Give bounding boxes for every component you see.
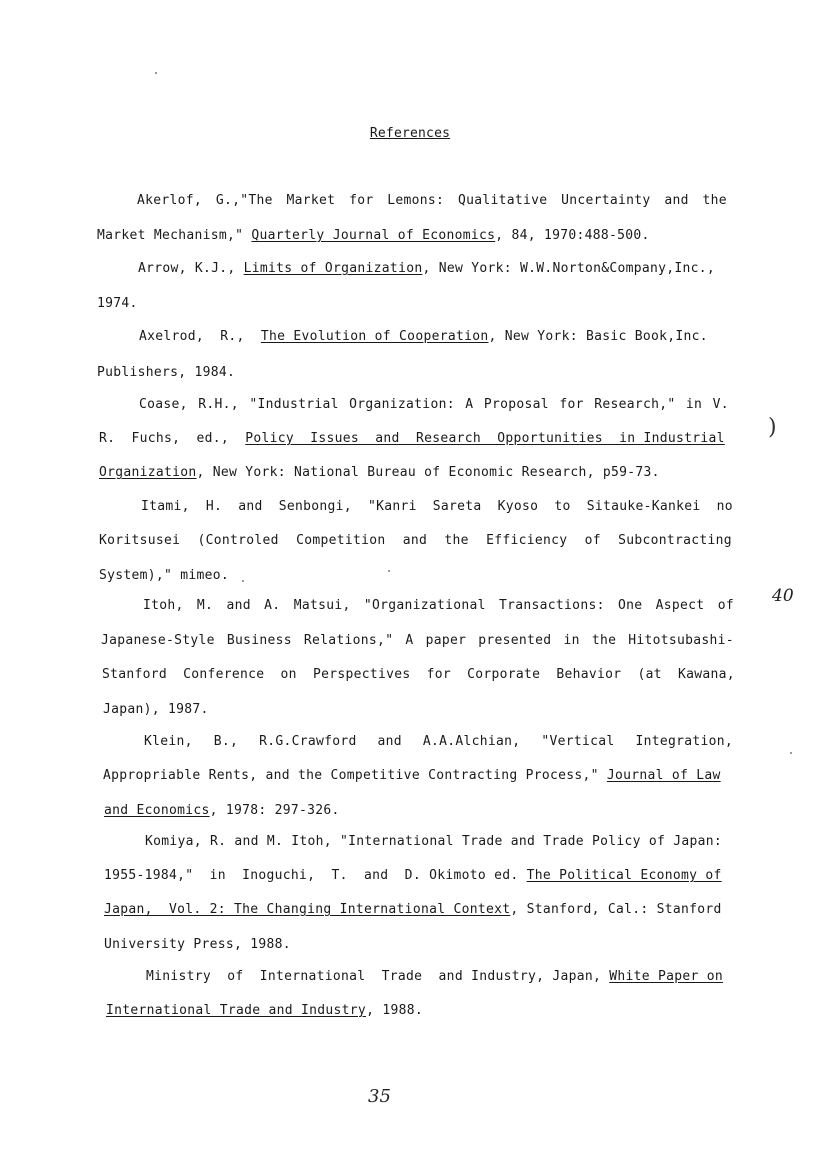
word: for xyxy=(559,397,584,412)
word: Proposal xyxy=(483,397,549,412)
reference-text: 1974. xyxy=(97,296,138,311)
reference-text: , 1988. xyxy=(366,1003,423,1018)
word: Conference xyxy=(183,667,265,682)
page-title: References xyxy=(369,126,451,141)
word: presented xyxy=(478,633,552,648)
word: Market xyxy=(286,193,336,208)
word: Koritsusei xyxy=(99,533,181,548)
word: A xyxy=(405,633,414,648)
publication-title: Quarterly Journal of Economics xyxy=(251,228,496,243)
word: Kyoso xyxy=(497,499,539,514)
word: B., xyxy=(213,734,239,749)
scan-speck xyxy=(790,752,792,754)
word: the xyxy=(702,193,727,208)
reference-text: , New York: Basic Book,Inc. xyxy=(488,329,708,344)
publication-title: Limits of Organization xyxy=(243,261,423,276)
word: to xyxy=(554,499,571,514)
reference-3-line-2 xyxy=(97,365,235,381)
scan-speck xyxy=(388,570,390,572)
reference-text: , 84, 1970:488-500. xyxy=(495,228,650,243)
reference-text: System)," mimeo. xyxy=(99,568,230,583)
word: Kawana, xyxy=(678,667,735,682)
word: Efficiency xyxy=(486,533,568,548)
word: Sareta xyxy=(432,499,482,514)
reference-text: , New York: W.W.Norton&Company,Inc., xyxy=(422,261,716,276)
reference-8-line-3 xyxy=(104,902,722,918)
reference-2-line-2 xyxy=(97,296,138,312)
word: in xyxy=(685,397,703,412)
reference-4-line-3 xyxy=(99,465,660,481)
word: of xyxy=(717,598,734,613)
word: Behavior xyxy=(556,667,622,682)
publication-title: Organization xyxy=(99,465,197,480)
word: Hitotsubashi- xyxy=(628,633,734,648)
publication-title: The Political Economy of xyxy=(526,868,722,883)
word: "Kanri xyxy=(367,499,417,514)
reference-6-line-4 xyxy=(103,702,209,718)
word: A. xyxy=(264,598,281,613)
reference-5-line-3 xyxy=(99,568,229,584)
word: Itoh, xyxy=(143,598,184,613)
word: (at xyxy=(637,667,662,682)
word: the xyxy=(591,633,617,648)
word: Qualitative xyxy=(457,193,548,208)
word: Organization: xyxy=(349,397,455,412)
word: V. xyxy=(712,397,729,412)
margin-bracket-mark: ) xyxy=(768,415,777,440)
word: and xyxy=(377,734,402,749)
word: Transactions: xyxy=(499,598,605,613)
scan-speck xyxy=(242,580,244,582)
word: Akerlof, xyxy=(137,193,203,208)
word: Coase, xyxy=(139,397,188,412)
reference-text: Japan), 1987. xyxy=(103,702,209,717)
reference-7-line-1 xyxy=(144,734,733,750)
reference-3-line-1 xyxy=(139,329,708,345)
word: Integration, xyxy=(635,734,733,749)
reference-4-line-2 xyxy=(99,431,725,447)
reference-2-line-1 xyxy=(138,261,715,277)
page-number: 35 xyxy=(368,1086,391,1107)
publication-title: and Economics xyxy=(104,803,210,818)
word: no xyxy=(716,499,733,514)
word: for xyxy=(426,667,451,682)
word: One xyxy=(617,598,643,613)
word: Japanese-Style xyxy=(101,633,215,648)
word: the xyxy=(444,533,469,548)
reference-text: Axelrod, R., xyxy=(139,329,261,344)
word: R.G.Crawford xyxy=(259,734,357,749)
word: Matsui, xyxy=(293,598,351,613)
reference-5-line-1 xyxy=(141,499,733,515)
word: Uncertainty xyxy=(561,193,651,208)
word: Perspectives xyxy=(312,667,411,682)
word: in xyxy=(563,633,580,648)
reference-text: , New York: National Bureau of Economic Research, p59-73. xyxy=(196,465,660,480)
reference-8-line-4 xyxy=(104,937,291,953)
scan-speck xyxy=(155,72,157,74)
publication-title: White Paper on xyxy=(609,969,724,984)
reference-9-line-1 xyxy=(146,969,723,985)
publication-title: Journal of Law xyxy=(606,768,721,783)
reference-text: , Stanford, Cal.: Stanford xyxy=(510,902,722,917)
reference-text: Komiya, R. and M. Itoh, "International Trade and Trade Policy of Japan: xyxy=(145,834,722,849)
word: Relations," xyxy=(303,633,394,648)
margin-annotation: 40 xyxy=(772,586,794,606)
word: and xyxy=(664,193,689,208)
reference-6-line-1 xyxy=(143,598,734,614)
word: of xyxy=(584,533,601,548)
reference-7-line-2 xyxy=(103,768,721,784)
reference-1-line-2 xyxy=(97,228,650,244)
word: M. xyxy=(196,598,214,613)
reference-text: Appropriable Rents, and the Competitive Contracting Process," xyxy=(103,768,607,783)
reference-text: Ministry of International Trade and Industry, Japan, xyxy=(146,969,610,984)
reference-8-line-1 xyxy=(145,834,722,850)
word: Stanford xyxy=(102,667,168,682)
word: Sitauke-Kankei xyxy=(586,499,701,514)
word: and xyxy=(402,533,428,548)
reference-text: , 1978: 297-326. xyxy=(209,803,340,818)
word: A xyxy=(465,397,474,412)
word: "Organizational xyxy=(363,598,486,613)
reference-text: Market Mechanism," xyxy=(97,228,252,243)
word: paper xyxy=(425,633,467,648)
publication-title: International Trade and Industry xyxy=(106,1003,367,1018)
word: Senbongi, xyxy=(278,499,352,514)
word: Research," xyxy=(594,397,676,412)
reference-6-line-2 xyxy=(101,633,734,649)
word: R.H., xyxy=(198,397,239,412)
reference-text: Arrow, K.J., xyxy=(138,261,244,276)
word: "Vertical xyxy=(541,734,615,749)
word: A.A.Alchian, xyxy=(422,734,521,749)
reference-6-line-3 xyxy=(102,667,735,683)
reference-text: University Press, 1988. xyxy=(104,937,291,952)
word: G.,"The xyxy=(215,193,273,208)
publication-title: Japan, Vol. 2: The Changing International Context xyxy=(104,902,511,917)
word: "Industrial xyxy=(249,397,339,412)
reference-7-line-3 xyxy=(104,803,340,819)
word: Corporate xyxy=(467,667,541,682)
word: and xyxy=(226,598,251,613)
reference-1-line-1 xyxy=(137,193,727,209)
word: and xyxy=(238,499,263,514)
publication-title: The Evolution of Cooperation xyxy=(260,329,489,344)
reference-text: R. Fuchs, ed., xyxy=(99,431,246,446)
reference-8-line-2 xyxy=(104,868,722,884)
reference-9-line-2 xyxy=(106,1003,423,1019)
word: Klein, xyxy=(144,734,193,749)
word: for xyxy=(349,193,374,208)
word: on xyxy=(280,667,297,682)
word: Subcontracting xyxy=(618,533,732,548)
word: Competition xyxy=(296,533,386,548)
publication-title: Policy Issues and Research Opportunities in Industrial xyxy=(245,431,725,446)
word: Lemons: xyxy=(387,193,445,208)
reference-4-line-1 xyxy=(139,397,729,413)
word: H. xyxy=(205,499,223,514)
word: Aspect xyxy=(655,598,705,613)
reference-text: 1955-1984," in Inoguchi, T. and D. Okimoto ed. xyxy=(104,868,527,883)
word: Business xyxy=(226,633,292,648)
reference-5-line-2 xyxy=(99,533,732,549)
reference-text: Publishers, 1984. xyxy=(97,365,236,380)
word: (Controled xyxy=(197,533,279,548)
word: Itami, xyxy=(141,499,190,514)
